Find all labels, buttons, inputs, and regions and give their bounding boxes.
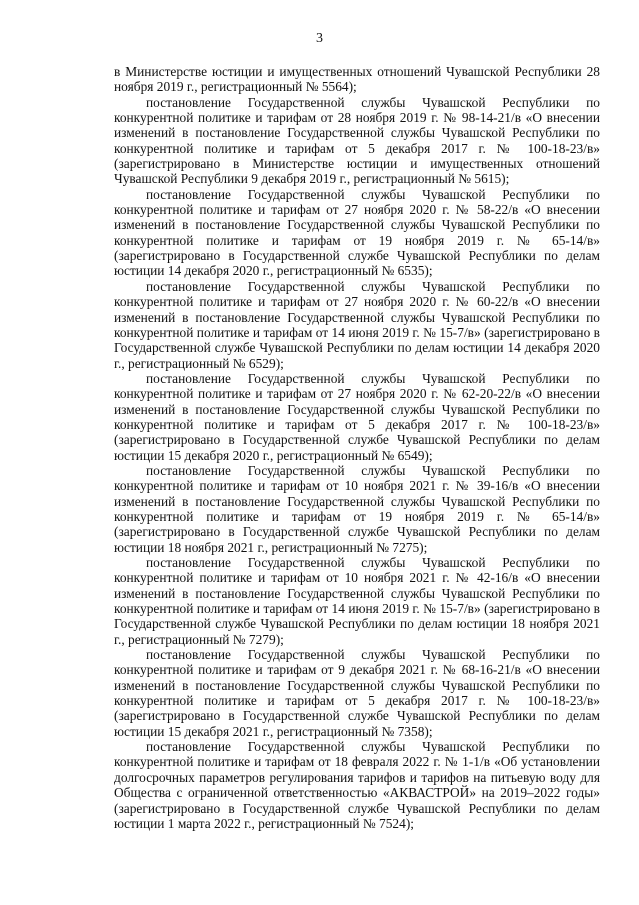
paragraph-resolution-68-16-21: постановление Государственной службы Чувашской Республики по конкурентной политике и тарифам от 9 декабря 2021 г. № 68-16-21/в «О внесении изменений в постановление Государственной службы Чувашской Республики по конкурентной политике и тарифам от 5 декабря 2017 г. № 100-18-23/в» (зарегистрировано в Государственной службе Чувашской Республики по делам юстиции 15 декабря 2021 г., регистрационный № 7358); bbox=[114, 647, 600, 739]
paragraph-resolution-39-16: постановление Государственной службы Чувашской Республики по конкурентной политике и тарифам от 10 ноября 2021 г. № 39-16/в «О внесении изменений в постановление Государственной службы Чувашской Республики по конкурентной политике и тарифам от 19 ноября 2019 г. № 65-14/в» (зарегистрировано в Государственной службе Чувашской Республики по делам юстиции 18 ноября 2021 г., регистрационный № 7275); bbox=[114, 462, 600, 555]
paragraph-resolution-1-1: постановление Государственной службы Чувашской Республики по конкурентной политике и тарифам от 18 февраля 2022 г. № 1-1/в «Об установлении долгосрочных параметров регулирования тарифов и тарифов на питьевую воду для Общества с ограниченной ответственностью «АКВАСТРОЙ» на 2019–2022 годы» (зарегистрировано в Государственной службе Чувашской Республики по делам юстиции 1 марта 2022 г., регистрационный № 7524); bbox=[114, 739, 600, 831]
page-number: 3 bbox=[316, 31, 323, 46]
paragraph-resolution-58-22: постановление Государственной службы Чувашской Республики по конкурентной политике и тарифам от 27 ноября 2020 г. № 58-22/в «О внесении изменений в постановление Государственной службы Чувашской Республики по конкурентной политике и тарифам от 19 ноября 2019 г. № 65-14/в» (зарегистрировано в Государственной службе Чувашской Республики по делам юстиции 14 декабря 2020 г., регистрационный № 6535); bbox=[114, 186, 600, 279]
paragraph-resolution-42-16: постановление Государственной службы Чувашской Республики по конкурентной политике и тарифам от 10 ноября 2021 г. № 42-16/в «О внесении изменений в постановление Государственной службы Чувашской Республики по конкурентной политике и тарифам от 14 июня 2019 г. № 15-7/в» (зарегистрировано в Государственной службе Чувашской Республики по делам юстиции 18 ноября 2021 г., регистрационный № 7279); bbox=[114, 555, 600, 647]
paragraph-resolution-60-22: постановление Государственной службы Чувашской Республики по конкурентной политике и тарифам от 27 ноября 2020 г. № 60-22/в «О внесении изменений в постановление Государственной службы Чувашской Республики по конкурентной политике и тарифам от 14 июня 2019 г. № 15-7/в» (зарегистрировано в Государственной службе Чувашской Республики по делам юстиции 14 декабря 2020 г., регистрационный № 6529); bbox=[114, 278, 600, 371]
paragraph-resolution-98-14-21: постановление Государственной службы Чувашской Республики по конкурентной политике и тарифам от 28 ноября 2019 г. № 98-14-21/в «О внесении изменений в постановление Государственной службы Чувашской Республики по конкурентной политике и тарифам от 5 декабря 2017 г. № 100-18-23/в» (зарегистрировано в Министерстве юстиции и имущественных отношений Чувашской Республики 9 декабря 2019 г., регистрационный № 5615); bbox=[114, 94, 600, 187]
document-body bbox=[114, 64, 600, 831]
paragraph-continuation: в Министерстве юстиции и имущественных отношений Чувашской Республики 28 ноября 2019 г., регистрационный № 5564); bbox=[114, 64, 600, 95]
paragraph-resolution-62-20-22: постановление Государственной службы Чувашской Республики по конкурентной политике и тарифам от 27 ноября 2020 г. № 62-20-22/в «О внесении изменений в постановление Государственной службы Чувашской Республики по конкурентной политике и тарифам от 5 декабря 2017 г. № 100-18-23/в» (зарегистрировано в Государственной службе Чувашской Республики по делам юстиции 15 декабря 2020 г., регистрационный № 6549); bbox=[114, 370, 600, 463]
